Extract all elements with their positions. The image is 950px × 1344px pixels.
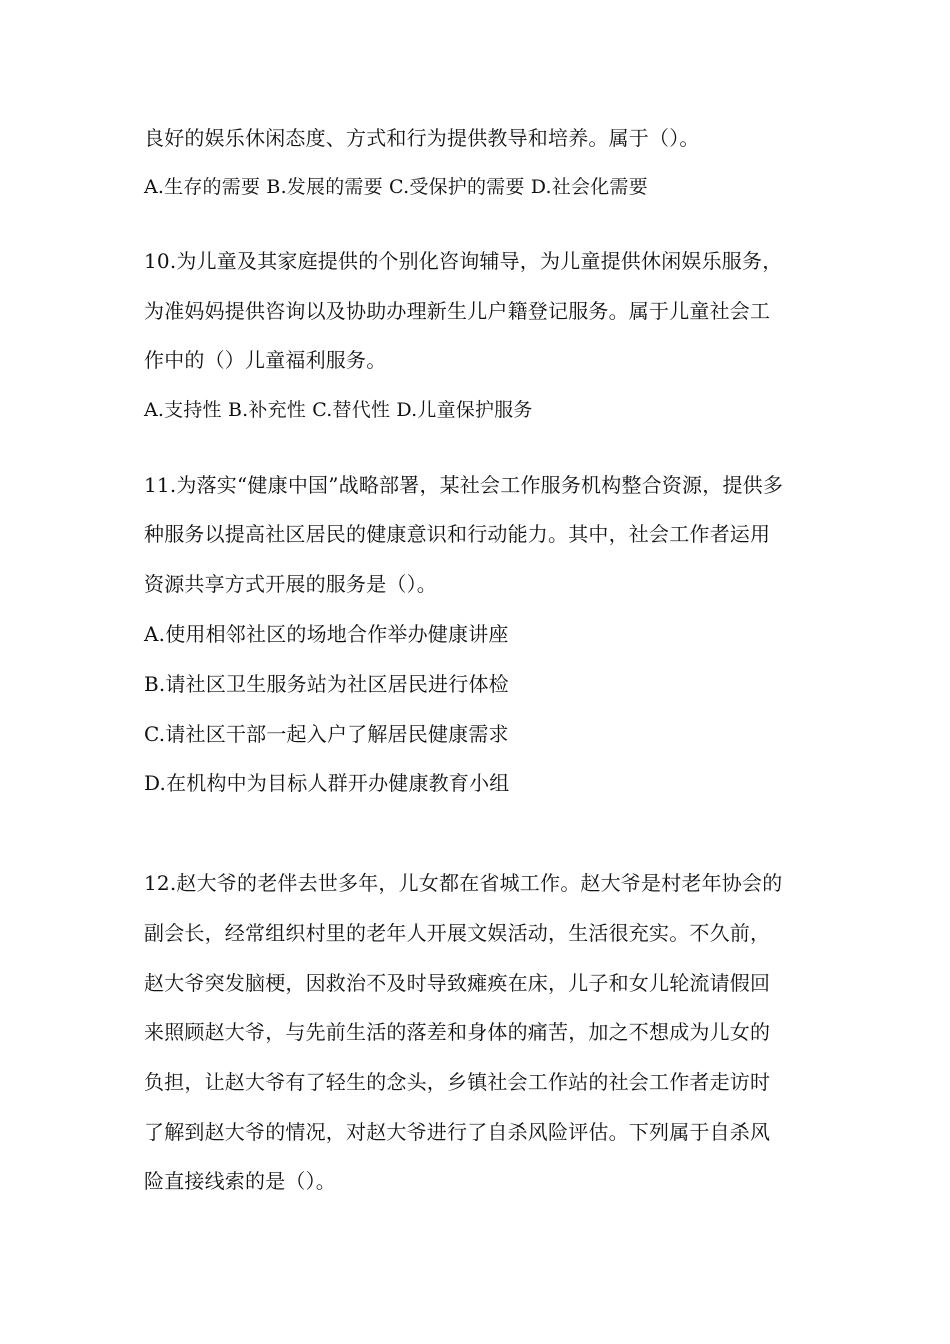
q10-text-line-2: 为准妈妈提供咨询以及协助办理新生儿户籍登记服务。属于儿童社会工 [144,299,771,323]
q12-text-line-5: 负担，让赵大爷有了轻生的念头，乡镇社会工作站的社会工作者走访时 [144,1070,771,1094]
q12-text-line-7: 险直接线索的是（）。 [144,1169,336,1193]
q11-text-line-1: 11.为落实“健康中国”战略部署，某社会工作服务机构整合资源，提供多 [144,473,784,497]
q9-options: A.生存的需要 B.发展的需要 C.受保护的需要 D.社会化需要 [144,176,648,198]
q12-text-line-6: 了解到赵大爷的情况，对赵大爷进行了自杀风险评估。下列属于自杀风 [144,1120,771,1144]
q12-text-line-3: 赵大爷突发脑梗，因救治不及时导致瘫痪在床，儿子和女儿轮流请假回 [144,971,771,995]
q12-text-line-1: 12.赵大爷的老伴去世多年，儿女都在省城工作。赵大爷是村老年协会的 [144,871,783,895]
q12-text-line-2: 副会长，经常组织村里的老年人开展文娱活动，生活很充实。不久前， [144,921,771,945]
q10-text-line-3: 作中的（）儿童福利服务。 [144,348,387,372]
q10-text-line-1: 10.为儿童及其家庭提供的个别化咨询辅导，为儿童提供休闲娱乐服务， [144,249,783,273]
q11-option-b: B.请社区卫生服务站为社区居民进行体检 [144,672,509,696]
q11-option-d: D.在机构中为目标人群开办健康教育小组 [144,771,510,795]
q9-text-line-1: 良好的娱乐休闲态度、方式和行为提供教导和培养。属于（）。 [144,126,700,150]
q12-text-line-4: 来照顾赵大爷，与先前生活的落差和身体的痛苦，加之不想成为儿女的 [144,1020,771,1044]
q10-options: A.支持性 B.补充性 C.替代性 D.儿童保护服务 [144,399,533,421]
q11-text-line-3: 资源共享方式开展的服务是（）。 [144,572,437,596]
q11-option-a: A.使用相邻社区的场地合作举办健康讲座 [144,622,509,646]
q11-text-line-2: 种服务以提高社区居民的健康意识和行动能力。其中，社会工作者运用 [144,522,771,546]
q11-option-c: C.请社区干部一起入户了解居民健康需求 [144,722,509,746]
